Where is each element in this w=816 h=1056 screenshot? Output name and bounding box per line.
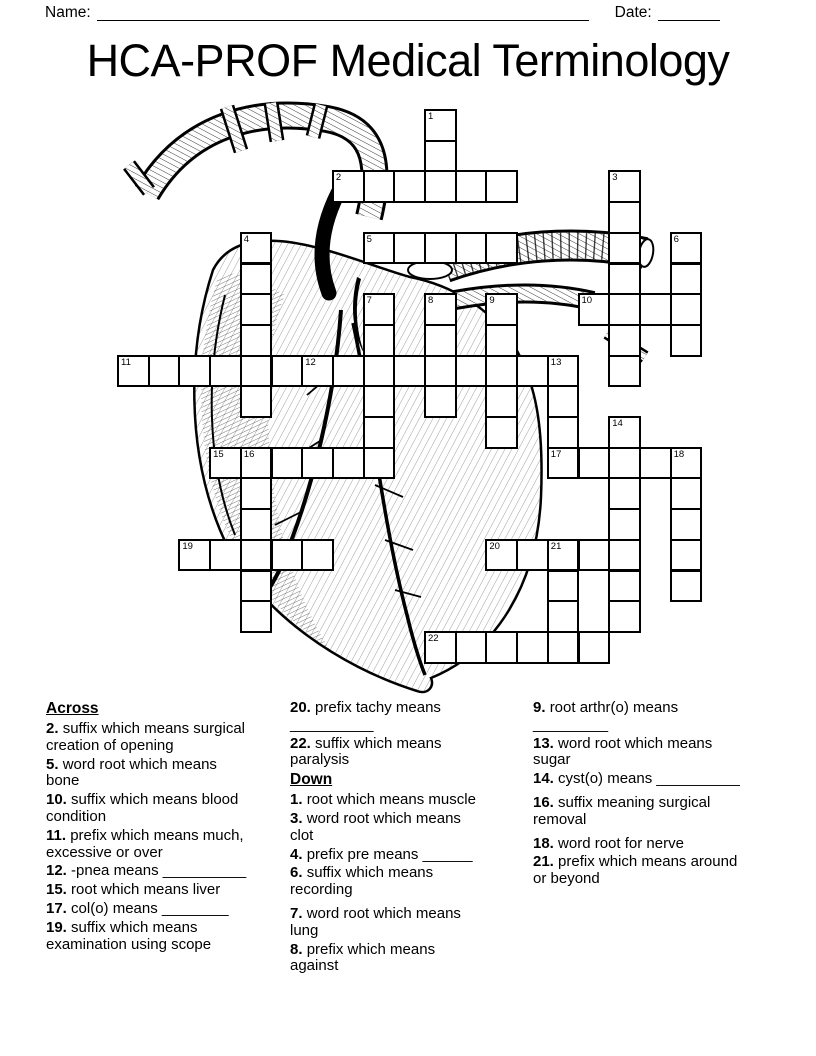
crossword-cell[interactable] (455, 232, 488, 265)
crossword-cell[interactable] (209, 539, 242, 572)
clue-column-2 (290, 700, 486, 977)
crossword-cell[interactable] (363, 324, 396, 357)
cell-number: 13 (550, 356, 562, 368)
crossword-cell[interactable] (117, 355, 150, 388)
crossword-cell[interactable] (485, 416, 518, 449)
page-title: HCA-PROF Medical Terminology (86, 35, 730, 86)
crossword-cell[interactable] (608, 293, 641, 326)
crossword-cell[interactable] (485, 293, 518, 326)
crossword-cell[interactable] (485, 385, 518, 418)
crossword-cell[interactable] (670, 293, 703, 326)
clue-number: 8. (290, 940, 307, 958)
clue-item: 20. prefix tachy means __________ (290, 699, 441, 733)
clue-number: 2. (46, 720, 63, 737)
crossword-cell[interactable] (363, 170, 396, 203)
crossword-cell[interactable] (424, 109, 457, 142)
clue-number: 17. (46, 899, 72, 917)
clue-item: 18. word root for nerve (533, 834, 684, 852)
clue-number: 9. (533, 699, 550, 716)
crossword-cell[interactable] (578, 539, 611, 572)
crossword-cell[interactable] (424, 385, 457, 418)
crossword-cell[interactable] (485, 324, 518, 357)
crossword-cell[interactable] (516, 631, 549, 664)
clue-item: 15. root which means liver (46, 881, 221, 899)
cell-number: 3 (612, 172, 618, 184)
clue-item: 8. prefix which means against (290, 940, 436, 975)
crossword-cell[interactable] (547, 447, 580, 480)
crossword-cell[interactable] (670, 232, 703, 265)
clue-number: 15. (46, 881, 72, 899)
clue-list-heading: Across (46, 700, 99, 717)
crossword-cell[interactable] (485, 170, 518, 203)
clue-number: 19. (46, 918, 72, 936)
crossword-cell[interactable] (547, 539, 580, 572)
crossword-cell[interactable] (608, 600, 641, 633)
crossword-cell[interactable] (608, 263, 641, 296)
crossword-cell[interactable] (148, 355, 181, 388)
crossword-cell[interactable] (332, 447, 365, 480)
cell-number: 9 (489, 295, 495, 307)
crossword-cell[interactable] (639, 447, 672, 480)
crossword-cell[interactable] (578, 631, 611, 664)
date-field-line[interactable] (658, 5, 720, 21)
crossword-cell[interactable] (578, 447, 611, 480)
crossword-cell[interactable] (424, 170, 457, 203)
crossword-cell[interactable] (608, 477, 641, 510)
cell-number: 5 (366, 233, 372, 245)
crossword-cell[interactable] (332, 355, 365, 388)
crossword-cell[interactable] (240, 539, 273, 572)
crossword-cell[interactable] (271, 447, 304, 480)
name-label: Name: (45, 4, 91, 21)
crossword-cell[interactable] (608, 324, 641, 357)
worksheet-header (45, 4, 771, 22)
crossword-cell[interactable] (670, 447, 703, 480)
crossword-cell[interactable] (424, 324, 457, 357)
crossword-cell[interactable] (608, 539, 641, 572)
crossword-cell[interactable] (393, 232, 426, 265)
date-label: Date: (614, 4, 652, 21)
crossword-cell[interactable] (178, 355, 211, 388)
cell-number: 16 (243, 448, 255, 460)
crossword-cell[interactable] (485, 631, 518, 664)
crossword-cell[interactable] (363, 293, 396, 326)
crossword-cell[interactable] (516, 539, 549, 572)
clue-item: 11. prefix which means much, excessive or over (46, 826, 244, 861)
crossword-cell[interactable] (240, 447, 273, 480)
clue-number: 16. (533, 793, 559, 811)
crossword-cell[interactable] (424, 232, 457, 265)
clue-item: 4. prefix pre means ______ (290, 845, 473, 863)
clue-item: 16. suffix meaning surgical removal (533, 793, 711, 828)
cell-number: 22 (428, 632, 439, 644)
crossword-cell[interactable] (670, 477, 703, 510)
cell-number: 4 (243, 233, 250, 245)
clue-item: 14. cyst(o) means __________ (533, 770, 740, 788)
clue-item: 7. word root which means lung (290, 904, 461, 939)
clue-number: 20. (290, 699, 316, 716)
crossword-cell[interactable] (271, 355, 304, 388)
crossword-cell[interactable] (670, 539, 703, 572)
crossword-cell[interactable] (424, 293, 457, 326)
clue-item: 2. suffix which means surgical creation of opening (46, 720, 245, 754)
clue-item: 22. suffix which means paralysis (290, 734, 442, 769)
crossword-cell[interactable] (240, 508, 273, 541)
crossword-cell[interactable] (547, 631, 580, 664)
clue-list-heading: Down (290, 771, 333, 789)
crossword-cell[interactable] (424, 355, 457, 388)
crossword-cell[interactable] (455, 355, 488, 388)
cell-number: 10 (581, 295, 593, 307)
crossword-cell[interactable] (363, 232, 396, 265)
cell-number: 17 (550, 448, 562, 460)
clue-column-3 (533, 700, 741, 890)
clue-item: 3. word root which means clot (290, 809, 461, 844)
clue-number: 18. (533, 834, 559, 852)
clue-number: 1. (290, 791, 307, 809)
crossword-cell[interactable] (608, 508, 641, 541)
crossword-cell[interactable] (455, 170, 488, 203)
crossword-cell[interactable] (240, 232, 273, 265)
crossword-cell[interactable] (240, 385, 273, 418)
clue-item: 5. word root which means bone (46, 755, 217, 790)
crossword-cell[interactable] (516, 355, 549, 388)
crossword-cell[interactable] (547, 385, 580, 418)
crossword-cell[interactable] (485, 355, 518, 388)
clue-number: 14. (533, 770, 559, 788)
crossword-cell[interactable] (393, 170, 426, 203)
crossword-cell[interactable] (424, 140, 457, 173)
cell-number: 19 (182, 540, 193, 552)
cell-number: 6 (673, 233, 679, 245)
crossword-cell[interactable] (670, 508, 703, 541)
crossword-cell[interactable] (209, 447, 242, 480)
cell-number: 18 (673, 448, 685, 460)
cell-number: 20 (489, 540, 500, 552)
clue-number: 11. (46, 826, 71, 844)
crossword-cell[interactable] (240, 477, 273, 510)
clue-number: 22. (290, 734, 316, 752)
crossword-cell[interactable] (547, 600, 580, 633)
crossword-cell[interactable] (485, 232, 518, 265)
clue-number: 12. (46, 862, 72, 880)
crossword-cell[interactable] (608, 570, 641, 603)
cell-number: 11 (121, 356, 131, 368)
crossword-cell[interactable] (608, 447, 641, 480)
crossword-cell[interactable] (670, 324, 703, 357)
clue-number: 10. (46, 791, 72, 809)
crossword-cell[interactable] (393, 355, 426, 388)
crossword-cell[interactable] (240, 355, 273, 388)
crossword-cell[interactable] (301, 539, 334, 572)
clue-item: 1. root which means muscle (290, 791, 476, 809)
crossword-cell[interactable] (332, 170, 365, 203)
name-field-line[interactable] (97, 5, 589, 21)
clue-item: 6. suffix which means recording (290, 864, 434, 899)
clue-item: 10. suffix which means blood condition (46, 791, 239, 825)
crossword-cell[interactable] (240, 293, 273, 326)
clue-item: 21. prefix which means around or beyond (533, 853, 738, 888)
crossword-cell[interactable] (240, 263, 273, 296)
crossword-cell[interactable] (424, 631, 457, 664)
crossword-cell[interactable] (240, 570, 273, 603)
cell-number: 7 (366, 295, 372, 307)
crossword-cell[interactable] (485, 539, 518, 572)
crossword-cell[interactable] (670, 263, 703, 296)
crossword-cell[interactable] (455, 631, 488, 664)
crossword-cell[interactable] (363, 447, 396, 480)
crossword-cell[interactable] (578, 293, 611, 326)
cell-number: 12 (305, 356, 316, 368)
crossword-cell[interactable] (240, 324, 273, 357)
crossword-cell[interactable] (608, 355, 641, 388)
clue-column-1 (46, 700, 252, 955)
cell-number: 2 (335, 172, 342, 184)
crossword-cell[interactable] (178, 539, 211, 572)
cell-number: 15 (213, 448, 224, 460)
crossword-cell[interactable] (608, 201, 641, 234)
crossword-grid (117, 109, 703, 665)
crossword-cell[interactable] (209, 355, 242, 388)
crossword-cell[interactable] (301, 447, 334, 480)
clue-number: 7. (290, 904, 307, 922)
crossword-cell[interactable] (608, 232, 641, 265)
crossword-cell[interactable] (271, 539, 304, 572)
cell-number: 14 (612, 418, 623, 429)
crossword-cell[interactable] (547, 570, 580, 603)
clue-item: 17. col(o) means ________ (46, 899, 229, 917)
clue-number: 13. (533, 734, 559, 752)
crossword-cell[interactable] (639, 293, 672, 326)
clue-item: 12. -pnea means __________ (46, 862, 247, 880)
crossword-cell[interactable] (363, 355, 396, 388)
clue-item: 13. word root which means sugar (533, 734, 713, 769)
crossword-cell[interactable] (547, 416, 580, 449)
clue-number: 21. (533, 853, 559, 871)
clue-number: 6. (290, 864, 307, 882)
cell-number: 1 (428, 111, 434, 122)
crossword-cell[interactable] (608, 416, 641, 449)
clue-item: 9. root arthr(o) means _________ (533, 699, 679, 733)
crossword-cell[interactable] (240, 600, 273, 633)
crossword-cell[interactable] (547, 355, 580, 388)
clue-number: 4. (290, 845, 307, 863)
clue-number: 3. (290, 809, 307, 827)
crossword-cell[interactable] (608, 170, 641, 203)
cell-number: 21 (550, 540, 562, 552)
crossword-cell[interactable] (670, 570, 703, 603)
crossword-cell[interactable] (363, 385, 396, 418)
clue-item: 19. suffix which means examination using scope (46, 918, 212, 953)
crossword-cell[interactable] (363, 416, 396, 449)
clue-number: 5. (46, 755, 63, 773)
crossword-cell[interactable] (301, 355, 334, 388)
cell-number: 8 (428, 295, 434, 307)
